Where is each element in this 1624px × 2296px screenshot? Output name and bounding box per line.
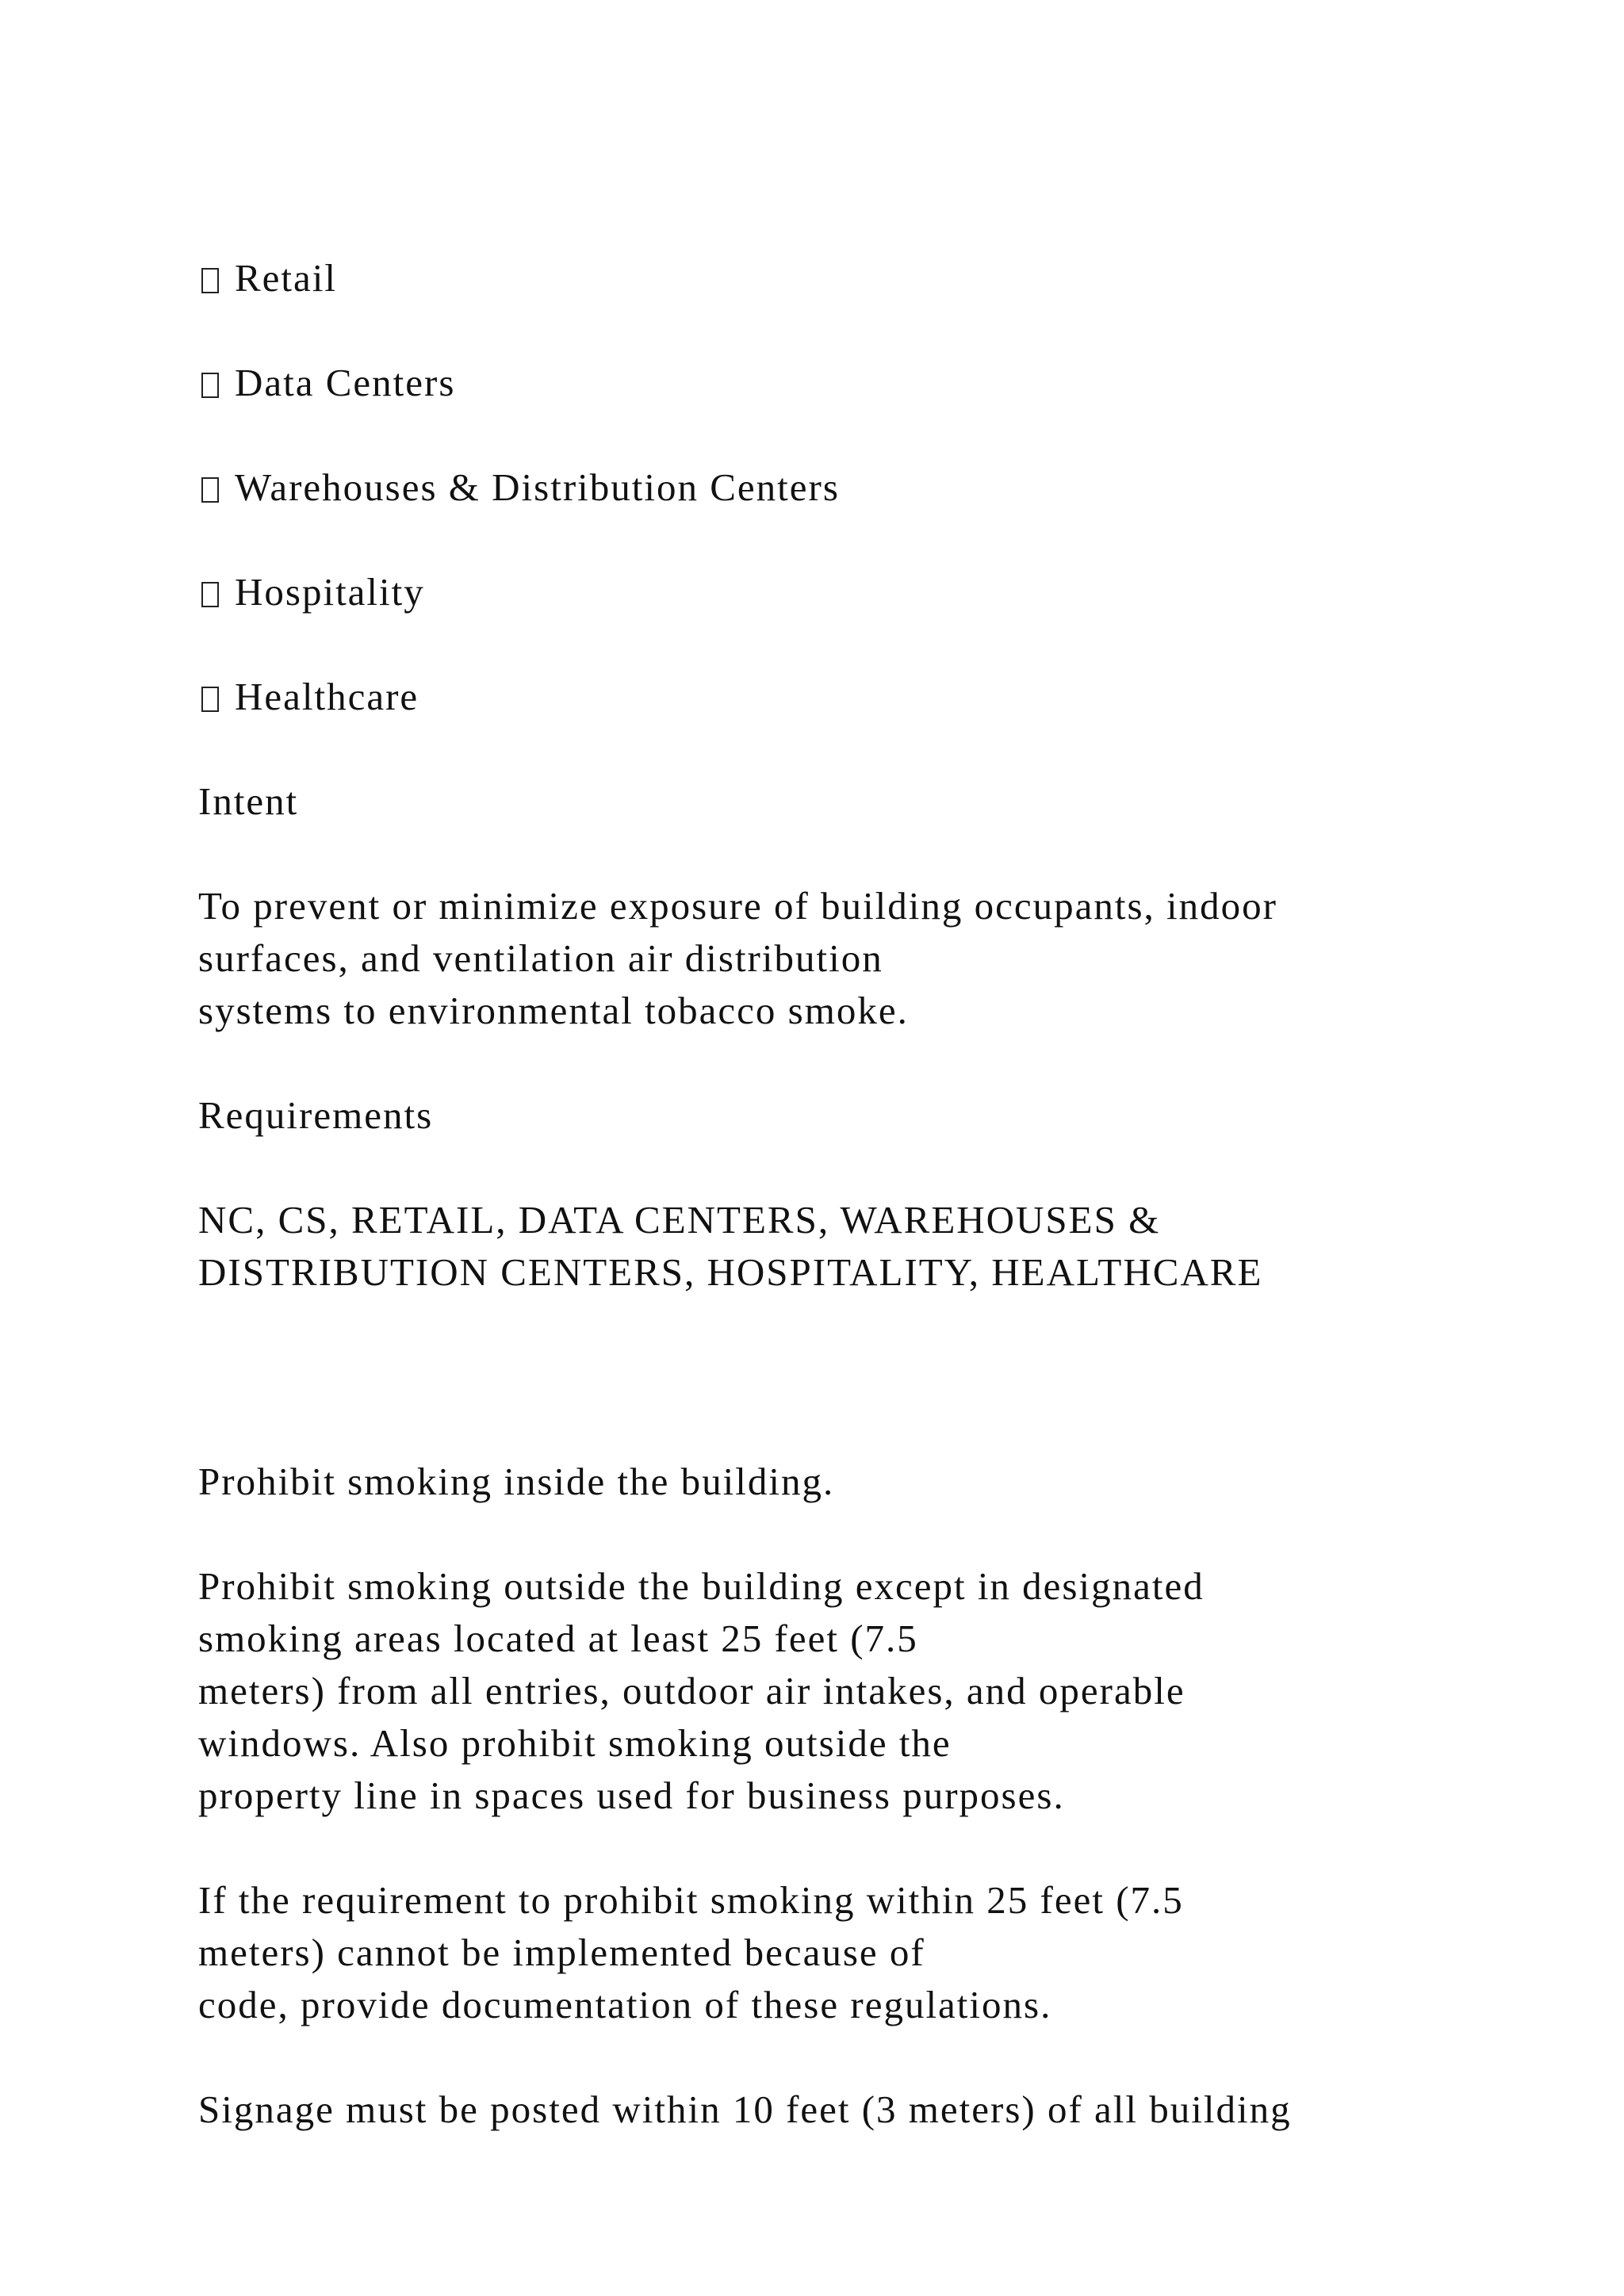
- list-item-label: Healthcare: [235, 675, 419, 718]
- requirements-heading: Requirements: [198, 1093, 434, 1137]
- paragraph-line: DISTRIBUTION CENTERS, HOSPITALITY, HEALTHCARE: [198, 1250, 1263, 1294]
- list-item: [198, 252, 1515, 304]
- list-item: [198, 461, 1515, 514]
- requirement-paragraph: [198, 2084, 1515, 2136]
- paragraph-line: Prohibit smoking inside the building.: [198, 1460, 835, 1503]
- missing-glyph-box-icon: [201, 268, 219, 293]
- missing-glyph-box-icon: [201, 582, 219, 607]
- blank-spacer: [198, 1351, 1515, 1456]
- paragraph-line: To prevent or minimize exposure of building occupants, indoor: [198, 884, 1277, 928]
- paragraph-line: systems to environmental tobacco smoke.: [198, 989, 909, 1032]
- missing-glyph-box-icon: [201, 477, 219, 503]
- paragraph-line: surfaces, and ventilation air distribution: [198, 936, 883, 980]
- applicability-paragraph: [198, 1194, 1515, 1299]
- list-item-label: Warehouses & Distribution Centers: [235, 465, 840, 509]
- intent-heading: Intent: [198, 779, 299, 823]
- paragraph-line: code, provide documentation of these regulations.: [198, 1983, 1052, 2026]
- paragraph-line: windows. Also prohibit smoking outside the: [198, 1721, 952, 1765]
- missing-glyph-box-icon: [201, 373, 219, 398]
- paragraph-line: meters) from all entries, outdoor air intakes, and operable: [198, 1669, 1185, 1712]
- list-item-label: Data Centers: [235, 361, 456, 404]
- paragraph-line: meters) cannot be implemented because of: [198, 1931, 925, 1974]
- list-item-label: Retail: [235, 256, 338, 300]
- list-item: [198, 671, 1515, 723]
- paragraph-line: NC, CS, RETAIL, DATA CENTERS, WAREHOUSES &: [198, 1198, 1161, 1242]
- paragraph-line: property line in spaces used for business purposes.: [198, 1774, 1065, 1817]
- requirement-paragraph: [198, 1560, 1515, 1822]
- list-item-label: Hospitality: [235, 570, 425, 614]
- list-item: [198, 357, 1515, 409]
- paragraph-line: If the requirement to prohibit smoking within 25 feet (7.5: [198, 1878, 1184, 1922]
- project-type-list: [198, 252, 1515, 723]
- requirement-paragraph: [198, 1874, 1515, 2031]
- missing-glyph-box-icon: [201, 687, 219, 712]
- requirement-paragraph: [198, 1456, 1515, 1508]
- paragraph-line: smoking areas located at least 25 feet (7.5: [198, 1617, 918, 1660]
- paragraph-line: Prohibit smoking outside the building except in designated: [198, 1564, 1205, 1608]
- intent-paragraph: [198, 880, 1515, 1037]
- paragraph-line: Signage must be posted within 10 feet (3 meters) of all building: [198, 2087, 1292, 2131]
- document-body: [198, 252, 1515, 2188]
- list-item: [198, 566, 1515, 618]
